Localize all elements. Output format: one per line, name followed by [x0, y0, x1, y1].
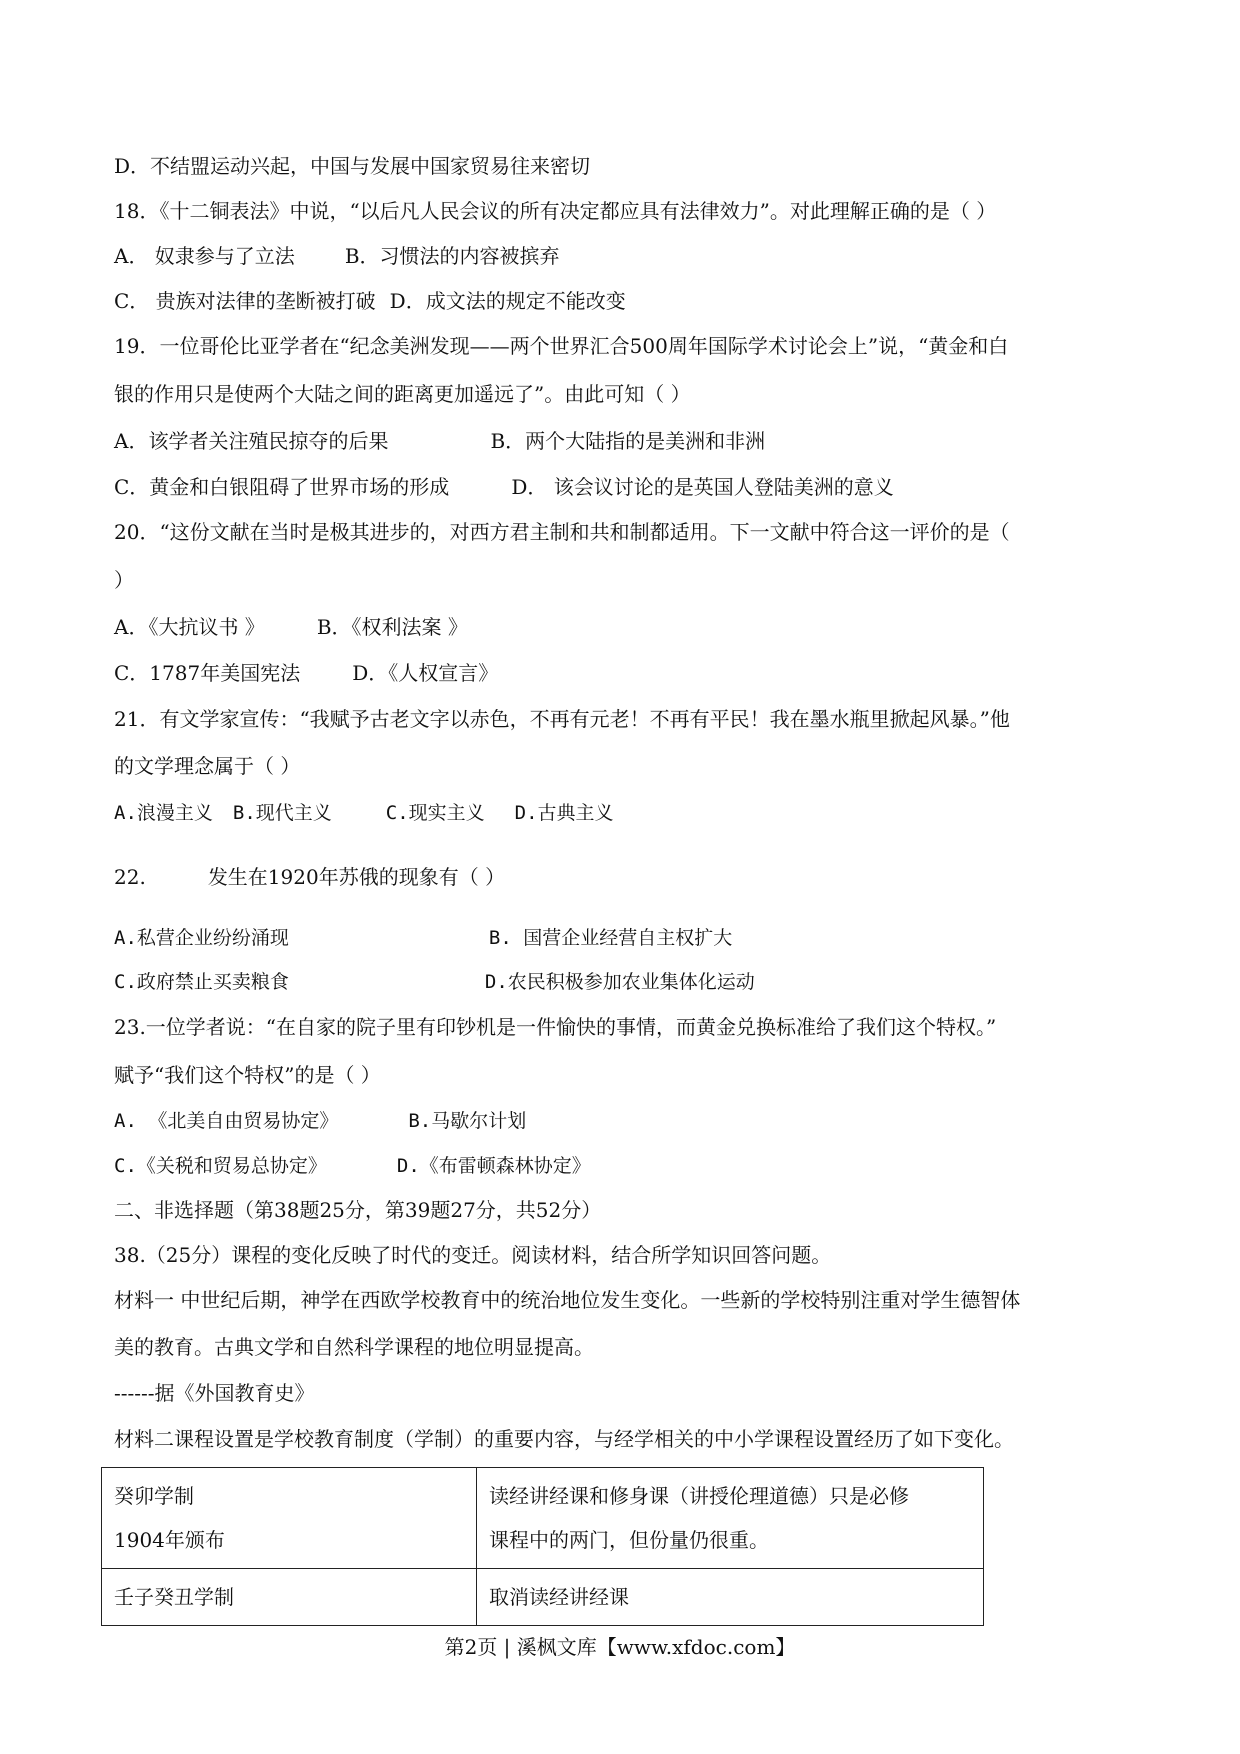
option-18-c: C． 贵族对法律的垄断被打破 [114, 289, 376, 313]
options-22-ab [114, 925, 732, 951]
question-19-line2: 银的作用只是使两个大陆之间的距离更加遥远了”。由此可知（ ） [114, 382, 691, 406]
option-19-d: D． 该会议讨论的是英国人登陆美洲的意义 [511, 475, 894, 499]
option-23-b: B.马歇尔计划 [408, 1110, 527, 1132]
material-two-intro: 材料二课程设置是学校教育制度（学制）的重要内容，与经学相关的中小学课程设置经历了如下变化。 [114, 1427, 1014, 1451]
options-18-ab [114, 243, 560, 269]
options-21 [114, 800, 614, 826]
option-21-b: B.现代主义 [232, 802, 332, 824]
option-20-c: C．1787年美国宪法 [114, 661, 301, 685]
question-20-line1: 20．“这份文献在当时是极其进步的，对西方君主制和共和制都适用。下一文献中符合这一评价的是（ [114, 520, 1010, 544]
question-21-line2: 的文学理念属于（ ） [114, 754, 301, 778]
table-cell [477, 1569, 984, 1626]
system-name: 壬子癸丑学制 [114, 1585, 234, 1609]
option-20-d: D．《人权宣言》 [352, 661, 499, 685]
table-row [102, 1569, 984, 1626]
option-18-a: A． 奴隶参与了立法 [114, 244, 295, 268]
system-description: 读经讲经课和修身课（讲授伦理道德）只是必修 [489, 1484, 909, 1508]
option-22-d: D.农民积极参加农业集体化运动 [484, 971, 755, 993]
options-22-cd [114, 969, 755, 995]
question-23-line2: 赋予“我们这个特权”的是（ ） [114, 1063, 381, 1087]
question-22 [114, 864, 505, 890]
option-21-d: D.古典主义 [514, 802, 614, 824]
question-21-line1: 21．有文学家宣传：“我赋予古老文字以赤色，不再有元老！不再有平民！我在墨水瓶里掀起风暴。”他 [114, 707, 1010, 731]
table-cell [102, 1468, 477, 1569]
options-18-cd [114, 288, 626, 314]
option-21-a: A.浪漫主义 [114, 802, 213, 824]
question-22-number: 22. [114, 865, 146, 889]
question-20-line2: ） [114, 568, 134, 592]
options-19-cd [114, 474, 894, 500]
option-18-d: D．成文法的规定不能改变 [389, 289, 626, 313]
table-cell [477, 1468, 984, 1569]
question-19-line1: 19．一位哥伦比亚学者在“纪念美洲发现——两个世界汇合500周年国际学术讨论会上”说，“黄金和白 [114, 334, 1009, 358]
options-19-ab [114, 428, 765, 454]
option-20-a: A．《大抗议书 》 [114, 615, 265, 639]
option-23-a: A. 《北美自由贸易协定》 [114, 1110, 339, 1132]
system-year: 1904年颁布 [114, 1528, 225, 1552]
table-cell [102, 1569, 477, 1626]
option-17-d: D．不结盟运动兴起，中国与发展中国家贸易往来密切 [114, 154, 591, 178]
curriculum-table [101, 1467, 984, 1626]
system-name: 癸卯学制 [114, 1484, 194, 1508]
option-20-b: B．《权利法案 》 [316, 615, 468, 639]
option-22-c: C.政府禁止买卖粮食 [114, 971, 289, 993]
system-description-cont: 课程中的两门，但份量仍很重。 [489, 1528, 769, 1552]
section-heading: 二、非选择题（第38题25分，第39题27分，共52分） [114, 1198, 602, 1222]
option-19-b: B．两个大陆指的是美洲和非洲 [490, 429, 766, 453]
option-19-c: C．黄金和白银阻碍了世界市场的形成 [114, 475, 450, 499]
option-21-c: C.现实主义 [385, 802, 485, 824]
question-38: 38.（25分）课程的变化反映了时代的变迁。阅读材料，结合所学知识回答问题。 [114, 1243, 832, 1267]
question-22-text: 发生在1920年苏俄的现象有（ ） [207, 865, 506, 889]
system-description: 取消读经讲经课 [489, 1585, 629, 1609]
table-row [102, 1468, 984, 1569]
option-22-a: A.私营企业纷纷涌现 [114, 927, 289, 949]
question-18: 18．《十二铜表法》中说，“以后凡人民会议的所有决定都应具有法律效力”。对此理解正确的是（ ） [114, 199, 997, 223]
page-footer: 第2页 | 溪枫文库【www.xfdoc.com】 [444, 1635, 796, 1659]
material-one-source: ------据《外国教育史》 [114, 1381, 315, 1405]
options-20-cd [114, 660, 498, 686]
option-22-b: B. 国营企业经营自主权扩大 [488, 927, 733, 949]
options-20-ab [114, 614, 468, 640]
material-one-line2: 美的教育。古典文学和自然科学课程的地位明显提高。 [114, 1335, 594, 1359]
option-23-c: C.《关税和贸易总协定》 [114, 1155, 327, 1177]
option-23-d: D.《布雷顿森林协定》 [396, 1155, 591, 1177]
material-one-line1: 材料一 中世纪后期，神学在西欧学校教育中的统治地位发生变化。一些新的学校特别注重对学生德智体 [114, 1288, 1021, 1312]
option-18-b: B．习惯法的内容被摈弃 [344, 244, 560, 268]
options-23-ab [114, 1108, 526, 1134]
options-23-cd [114, 1153, 591, 1179]
option-19-a: A．该学者关注殖民掠夺的后果 [114, 429, 389, 453]
question-23-line1: 23.一位学者说：“在自家的院子里有印钞机是一件愉快的事情，而黄金兑换标准给了我们这个特权。” [114, 1015, 997, 1039]
